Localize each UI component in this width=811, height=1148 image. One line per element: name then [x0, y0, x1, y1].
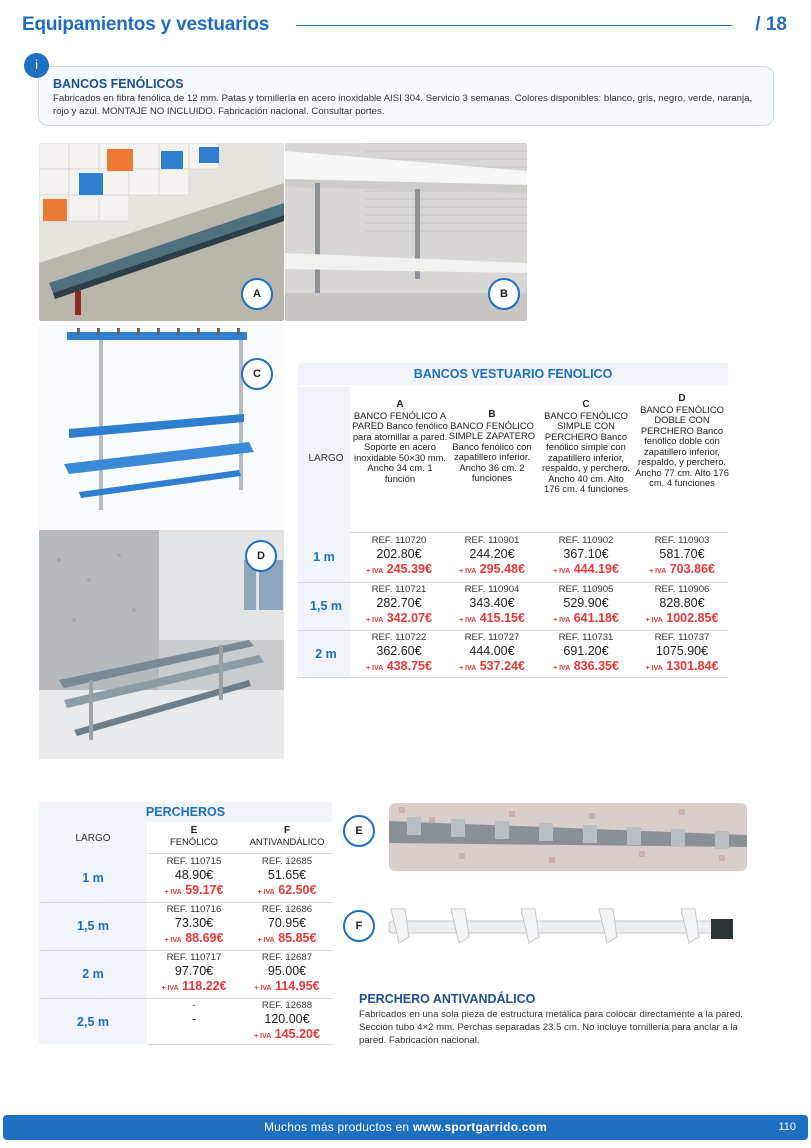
bancos-cell-c-1m [540, 535, 632, 579]
ref: REF. 110905 [558, 584, 614, 595]
ref: REF. 110717 [166, 952, 222, 963]
price: 282.70€ [376, 596, 422, 610]
bancos-col-d-desc: BANCO FENÓLICO DOBLE CON PERCHERO Banco fenólico doble con zapatillero inferior, respaldo, y perchero. Ancho 77 cm. Alto 176 cm. 4 funciones [635, 403, 729, 488]
price-with-iva [540, 562, 632, 579]
percheros-row-1m-label: 1 m [82, 871, 104, 885]
percheros-cell-e-2-5m [148, 1000, 240, 1027]
percheros-col-e [148, 826, 240, 847]
bancos-cell-b-2m [446, 632, 538, 676]
percheros-cell-e-1m [148, 856, 240, 900]
ref: REF. 12686 [261, 904, 313, 915]
iva-value: 836.35€ [573, 659, 619, 673]
bancos-largo-label: LARGO [308, 453, 344, 464]
iva-value: 1002.85€ [666, 611, 719, 625]
percheros-row-1-5m-label: 1,5 m [77, 919, 109, 933]
iva-value: 415.15€ [479, 611, 525, 625]
bancos-cell-a-2m [352, 632, 446, 676]
iva-prefix: + IVA [366, 665, 384, 672]
price: 120.00€ [264, 1012, 310, 1026]
iva-value: 295.48€ [479, 562, 525, 576]
footer-bar [3, 1115, 808, 1140]
ref: REF. 12688 [261, 1000, 313, 1011]
price: 529.90€ [563, 596, 609, 610]
price-with-iva [446, 611, 538, 628]
price: 828.80€ [659, 596, 705, 610]
price-with-iva [352, 611, 446, 628]
percheros-table-title: PERCHEROS [39, 802, 332, 822]
price-with-iva [148, 931, 240, 948]
iva-value: 444.19€ [573, 562, 619, 576]
info-box [38, 66, 774, 126]
perchero-antivandalico-text: Fabricados en una sola pieza de estructura metálica para colocar directamente a la pared. Sección tubo 4×2 mm. Perchas separadas 23.5 cm. No incluye tornillería para anclar a la pared. Fabricación nacional. [359, 1009, 743, 1046]
marker-a: A [241, 278, 273, 310]
price: 244.20€ [469, 547, 515, 561]
bancos-cell-a-1m [352, 535, 446, 579]
percheros-cell-e-2m [148, 952, 240, 996]
footer-website-link[interactable]: www.sportgarrido.com [412, 1120, 548, 1134]
ref: - [192, 1000, 196, 1011]
price: - [191, 1012, 197, 1026]
price-with-iva [242, 931, 332, 948]
bancos-col-d-letter: D [678, 393, 686, 404]
iva-prefix: + IVA [649, 568, 667, 575]
iva-prefix: + IVA [645, 617, 663, 624]
ref: REF. 110901 [464, 535, 520, 546]
iva-prefix: + IVA [161, 985, 179, 992]
iva-prefix: + IVA [459, 568, 477, 575]
percheros-cell-f-1m [242, 856, 332, 900]
percheros-col-e-letter: E [190, 825, 198, 836]
iva-prefix: + IVA [254, 1033, 272, 1040]
iva-value: 703.86€ [669, 562, 715, 576]
ref: REF. 110906 [654, 584, 710, 595]
iva-prefix: + IVA [645, 665, 663, 672]
ref: REF. 110720 [371, 535, 427, 546]
price-with-iva [148, 883, 240, 900]
price-with-iva [242, 1027, 332, 1044]
page-title: Equipamientos y vestuarios [22, 14, 270, 35]
price-with-iva [352, 562, 446, 579]
iva-prefix: + IVA [553, 568, 571, 575]
price-with-iva [634, 562, 730, 579]
iva-prefix: + IVA [553, 617, 571, 624]
price: 691.20€ [563, 644, 609, 658]
marker-c: C [241, 358, 273, 390]
ref: REF. 110737 [654, 632, 710, 643]
footer-text [3, 1120, 808, 1134]
price: 51.65€ [267, 868, 307, 882]
price-with-iva [446, 659, 538, 676]
bancos-col-b-desc: BANCO FENÓLICO SIMPLE ZAPATERO Banco fenólico con zapatillero inferior. Ancho 36 cm. 2 funciones [448, 419, 536, 483]
percheros-col-e-desc: FENÓLICO [170, 835, 218, 847]
price: 202.80€ [376, 547, 422, 561]
price-with-iva [446, 562, 538, 579]
ref: REF. 110722 [371, 632, 427, 643]
bancos-col-c-letter: C [582, 399, 590, 410]
bancos-cell-b-1m [446, 535, 538, 579]
ref: REF. 110902 [558, 535, 614, 546]
price-with-iva [540, 659, 632, 676]
price-with-iva [540, 611, 632, 628]
bancos-cell-d-1-5m [634, 584, 730, 628]
photo-bench-with-hanger [39, 324, 284, 528]
price: 1075.90€ [655, 644, 709, 658]
percheros-cell-f-2-5m [242, 1000, 332, 1044]
bancos-col-a [352, 400, 448, 484]
ref: REF. 110721 [371, 584, 427, 595]
info-icon: i [24, 53, 49, 78]
iva-prefix: + IVA [553, 665, 571, 672]
iva-value: 88.69€ [185, 931, 224, 945]
marker-b: B [488, 278, 520, 310]
bancos-col-a-letter: A [396, 399, 404, 410]
percheros-row-2m-label: 2 m [82, 967, 104, 981]
percheros-largo-column [39, 822, 147, 1044]
percheros-cell-f-1-5m [242, 904, 332, 948]
iva-value: 118.22€ [182, 979, 227, 993]
price: 343.40€ [469, 596, 515, 610]
marker-d: D [245, 540, 277, 572]
price-with-iva [634, 611, 730, 628]
photo-hanger-antivandal [381, 903, 737, 959]
iva-value: 641.18€ [573, 611, 619, 625]
iva-prefix: + IVA [366, 617, 384, 624]
ref: REF. 110903 [654, 535, 710, 546]
percheros-col-f-desc: ANTIVANDÁLICO [249, 835, 325, 847]
bancos-cell-d-2m [634, 632, 730, 676]
bancos-col-a-desc: BANCO FENÓLICO A PARED Banco fenólico para atornillar a pared. Soporte en acero inoxidable 50×30 mm. Ancho 34 cm. 1 función [352, 409, 448, 484]
iva-prefix: + IVA [257, 937, 275, 944]
price-with-iva [634, 659, 730, 676]
bancos-row-1m-label: 1 m [313, 550, 335, 564]
bancos-cell-c-1-5m [540, 584, 632, 628]
iva-value: 62.50€ [278, 883, 317, 897]
iva-prefix: + IVA [257, 889, 275, 896]
iva-value: 59.17€ [185, 883, 224, 897]
price-with-iva [242, 979, 332, 996]
percheros-col-f [242, 826, 332, 847]
page-number: 110 [778, 1121, 796, 1133]
iva-prefix: + IVA [459, 665, 477, 672]
iva-value: 145.20€ [274, 1027, 320, 1041]
percheros-row-2-5m-label: 2,5 m [77, 1015, 109, 1029]
footer-text-prefix: Muchos más productos en [263, 1120, 413, 1134]
percheros-col-f-letter: F [283, 825, 291, 836]
price-with-iva [352, 659, 446, 676]
ref: REF. 110731 [558, 632, 614, 643]
bancos-col-b [446, 410, 538, 484]
ref: REF. 110727 [464, 632, 520, 643]
ref: REF. 110904 [464, 584, 520, 595]
price-with-iva [242, 883, 332, 900]
iva-value: 245.39€ [386, 562, 432, 576]
iva-prefix: + IVA [254, 985, 272, 992]
header-divider [296, 25, 732, 26]
iva-value: 342.07€ [386, 611, 432, 625]
iva-value: 1301.84€ [666, 659, 719, 673]
bancos-col-c [540, 400, 632, 495]
price: 581.70€ [659, 547, 705, 561]
bancos-cell-a-1-5m [352, 584, 446, 628]
iva-value: 114.95€ [275, 979, 320, 993]
section-number: / 18 [755, 14, 787, 35]
iva-prefix: + IVA [366, 568, 384, 575]
bancos-col-b-letter: B [488, 409, 496, 420]
bancos-cell-b-1-5m [446, 584, 538, 628]
price: 367.10€ [563, 547, 609, 561]
bancos-cell-c-2m [540, 632, 632, 676]
percheros-largo-label: LARGO [75, 833, 111, 844]
info-text: Fabricados en fibra fenólica de 12 mm. Patas y tornillería en acero inoxidable AISI 304. Servicio 3 semanas. Colores disponibles: blanco, gris, negro, verde, naranja, rojo y azul. MONTAJE NO INCLUIDO. Fabricación nacional. Consultar portes. [53, 93, 753, 117]
bancos-cell-d-1m [634, 535, 730, 579]
bancos-col-d [634, 394, 730, 489]
price: 73.30€ [174, 916, 214, 930]
ref: REF. 110715 [166, 856, 222, 867]
iva-prefix: + IVA [164, 937, 182, 944]
bancos-largo-column [298, 387, 350, 676]
price: 95.00€ [267, 964, 307, 978]
iva-value: 537.24€ [479, 659, 525, 673]
percheros-cell-f-2m [242, 952, 332, 996]
percheros-cell-e-1-5m [148, 904, 240, 948]
bancos-row-1-5m-label: 1,5 m [310, 599, 342, 613]
bancos-col-c-desc: BANCO FENÓLICO SIMPLE CON PERCHERO Banco fenólico simple con zapatillero inferior, respaldo, y perchero. Ancho 40 cm. Alto 176 cm. 4 funciones [541, 409, 631, 494]
ref: REF. 110716 [166, 904, 222, 915]
price: 362.60€ [376, 644, 422, 658]
info-title: BANCOS FENÓLICOS [53, 77, 184, 91]
iva-prefix: + IVA [459, 617, 477, 624]
ref: REF. 12687 [261, 952, 313, 963]
iva-value: 438.75€ [386, 659, 432, 673]
iva-prefix: + IVA [164, 889, 182, 896]
price: 48.90€ [174, 868, 214, 882]
iva-value: 85.85€ [278, 931, 317, 945]
price-with-iva [148, 979, 240, 996]
marker-f: F [343, 910, 375, 942]
marker-e: E [343, 815, 375, 847]
price: 444.00€ [469, 644, 515, 658]
photo-hanger-phenolic [389, 803, 747, 871]
ref: REF. 12685 [261, 856, 313, 867]
bancos-table-title: BANCOS VESTUARIO FENOLICO [298, 363, 728, 385]
bancos-row-2m-label: 2 m [315, 647, 337, 661]
price: 70.95€ [267, 916, 307, 930]
price: 97.70€ [174, 964, 214, 978]
perchero-antivandalico-title: PERCHERO ANTIVANDÁLICO [359, 992, 536, 1006]
